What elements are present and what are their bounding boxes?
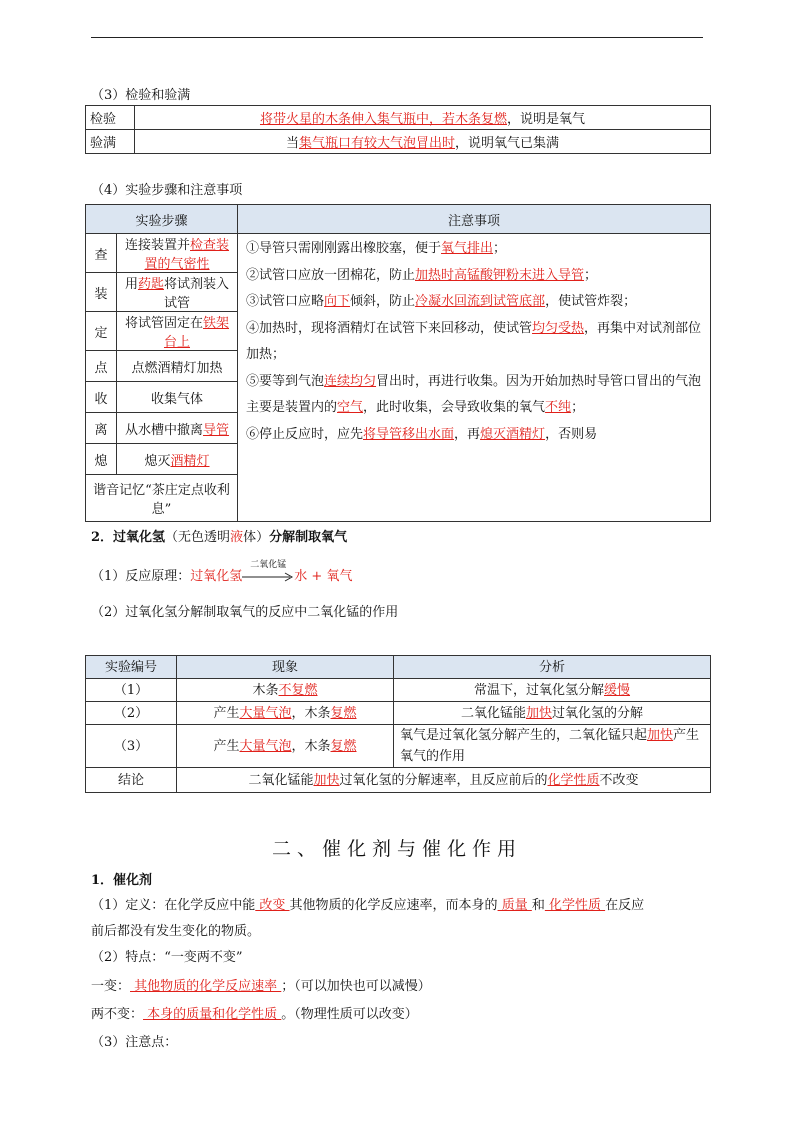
heading-steps: （4）实验步骤和注意事项: [91, 183, 243, 198]
definition-line2: 前后都没有发生变化的物质。: [91, 924, 261, 939]
section-title: 二、催化剂与催化作用: [271, 838, 522, 860]
step-key: 点: [86, 351, 117, 382]
section-h2o2: 2．过氧化氢（无色透明液体）分解制取氧气: [91, 530, 348, 545]
exp-analysis: 二氧化锰能加快过氧化氢的分解: [394, 702, 711, 725]
reaction-arrow: 二氧化锰: [242, 570, 294, 584]
features-line: （2）特点：“一变两不变”: [91, 950, 243, 965]
step-text: 从水槽中撤离导管: [117, 413, 238, 444]
check-content: 将带火星的木条伸入集气瓶中，若木条复燃，说明是氧气: [135, 106, 711, 130]
steps-header: 实验步骤: [86, 205, 238, 234]
exp-phenomenon: 产生大量气泡，木条复燃: [177, 702, 394, 725]
one-change-line: 一变： 其他物质的化学反应速率 ；（可以加快也可以减慢）: [91, 979, 431, 994]
reaction-line: （1）反应原理：过氧化氢 二氧化锰 水 + 氧气: [91, 559, 353, 584]
heading-check: （3）检验和验满: [91, 88, 191, 103]
mno2-heading: （2）过氧化氢分解制取氧气的反应中二氧化锰的作用: [91, 605, 399, 620]
exp-analysis: 常温下，过氧化氢分解缓慢: [394, 679, 711, 702]
exp-header: 实验编号: [86, 656, 177, 679]
steps-table: [85, 204, 711, 522]
step-key: 离: [86, 413, 117, 444]
exp-phenomenon: 产生大量气泡，木条复燃: [177, 725, 394, 768]
check-table: [85, 105, 711, 154]
exp-id: （2）: [86, 702, 177, 725]
header-rule: [91, 37, 703, 38]
step-text: 连接装置并检查装置的气密性: [117, 234, 238, 273]
full-content: 当集气瓶口有较大气泡冒出时，说明氧气已集满: [135, 130, 711, 154]
catalyst-heading: 1．催化剂: [91, 873, 153, 888]
full-label: 验满: [86, 130, 135, 154]
step-key: 装: [86, 273, 117, 312]
definition-line: （1）定义：在化学反应中能 改变 其他物质的化学反应速率，而本身的 质量 和 化学性质 在反应: [91, 898, 645, 913]
experiment-table: [85, 655, 711, 793]
step-key: 收: [86, 382, 117, 413]
step-key: 定: [86, 312, 117, 351]
conclusion-text: 二氧化锰能加快过氧化氢的分解速率，且反应前后的化学性质不改变: [177, 768, 711, 793]
step-key: 熄: [86, 444, 117, 475]
step-text: 用药匙将试剂装入试管: [117, 273, 238, 312]
step-text: 将试管固定在铁架台上: [117, 312, 238, 351]
notes-header: 注意事项: [238, 205, 711, 234]
exp-analysis: 氧气是过氧化氢分解产生的，二氧化锰只起加快产生氧气的作用: [394, 725, 711, 768]
step-text: 收集气体: [117, 382, 238, 413]
step-key: 查: [86, 234, 117, 273]
step-text: 熄灭酒精灯: [117, 444, 238, 475]
exp-phenomenon: 木条不复燃: [177, 679, 394, 702]
notes-heading: （3）注意点：: [91, 1035, 178, 1050]
notes-cell: ①导管只需刚刚露出橡胶塞，便于氧气排出； ②试管口应放一团棉花，防止加热时高锰酸钾粉末进入导管； ③试管口应略向下倾斜，防止冷凝水回流到试管底部，使试管炸裂； ④加热时，现将酒精灯在试管下来回移动，使试管均匀受热，再集中对试剂部位加热； ⑤要等到气泡连续均匀冒出时，再进行收集。因为开始加热时导管口冒出的气泡主要是装置内的空气，此时收集，会导致收集的氧气不纯； ⑥停止反应时，应先将导管移出水面，再熄灭酒精灯，否则易: [238, 234, 711, 522]
step-text: 点燃酒精灯加热: [117, 351, 238, 382]
arrow-icon: [242, 570, 294, 584]
two-unchanged-line: 两不变： 本身的质量和化学性质 。（物理性质可以改变）: [91, 1007, 418, 1022]
exp-header: 分析: [394, 656, 711, 679]
exp-id: （1）: [86, 679, 177, 702]
mnemonic: 谐音记忆“茶庄定点收利息”: [86, 475, 238, 522]
conclusion-label: 结论: [86, 768, 177, 793]
exp-id: （3）: [86, 725, 177, 768]
exp-header: 现象: [177, 656, 394, 679]
check-label: 检验: [86, 106, 135, 130]
